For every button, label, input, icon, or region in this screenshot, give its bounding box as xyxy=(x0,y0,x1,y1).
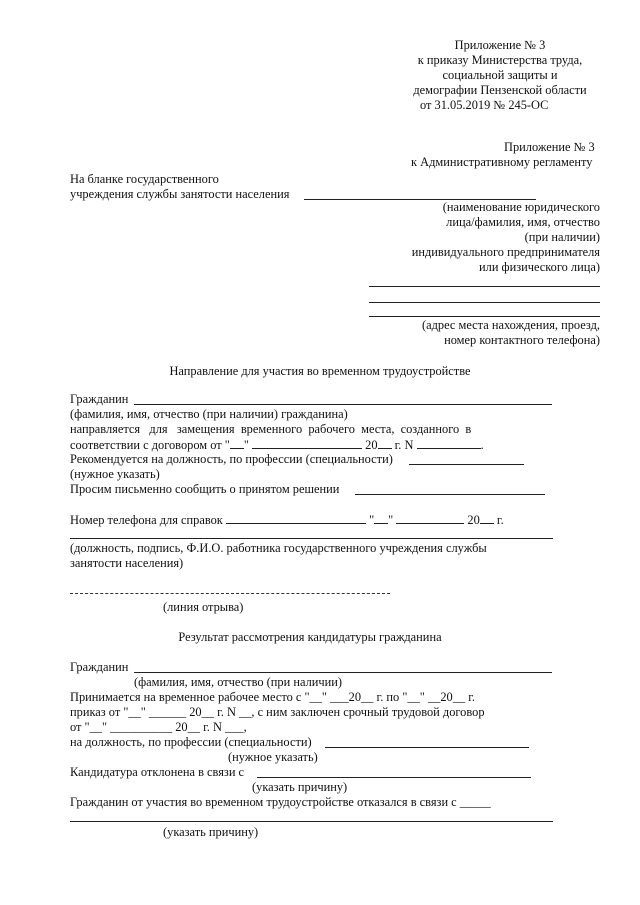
ask-inform-text: Просим письменно сообщить о принятом решении xyxy=(70,482,340,496)
contract-year: 20 xyxy=(365,438,378,452)
contract-number-label: г. N xyxy=(394,438,414,452)
reject-reason-line xyxy=(257,777,531,778)
phone-label: Номер телефона для справок xyxy=(70,513,223,527)
tear-line-label: (линия отрыва) xyxy=(163,600,244,614)
citizen-name-line xyxy=(134,672,552,673)
phone-quote: " xyxy=(388,513,394,527)
order-header-line: к приказу Министерства труда, xyxy=(417,53,583,67)
rejected-text: Кандидатура отклонена в связи с xyxy=(70,765,245,779)
signature-hint: (должность, подпись, Ф.И.О. работника государственного учреждения службы xyxy=(70,541,487,555)
decision-line xyxy=(355,494,545,495)
order-header-line: от 31.05.2019 № 245-ОС xyxy=(420,98,549,112)
tear-line xyxy=(70,593,390,594)
signature-hint: занятости населения) xyxy=(70,556,184,570)
reason-hint: (указать причину) xyxy=(252,780,348,794)
position-text: на должность, по профессии (специальности) xyxy=(70,735,312,749)
regulation-header-line: к Административному регламенту xyxy=(411,155,593,169)
address-line xyxy=(369,316,600,317)
refused-text: Гражданин от участия во временном трудоустройстве отказался в связи с _____ xyxy=(70,795,491,809)
from-text: от "__" __________ 20__ г. N ___, xyxy=(70,720,247,734)
phone-year: 20 xyxy=(467,513,480,527)
regulation-header-line: Приложение № 3 xyxy=(504,140,595,154)
recipient-hint-line: (наименование юридического xyxy=(442,200,600,214)
phone-blank xyxy=(226,512,366,524)
contract-quote: " xyxy=(243,438,249,452)
contract-day-blank xyxy=(230,437,244,449)
order-header-line: Приложение № 3 xyxy=(454,38,546,52)
citizen-name-line xyxy=(134,404,552,405)
position-line xyxy=(325,747,529,748)
order-header-line: демографии Пензенской области xyxy=(413,83,587,97)
phone-year-blank xyxy=(480,512,494,524)
refuse-reason-line xyxy=(70,821,553,822)
directed-text: направляется для замещения временного рабочего места, созданного в xyxy=(70,422,472,436)
citizen-label: Гражданин xyxy=(70,392,129,406)
needed-hint: (нужное указать) xyxy=(228,750,318,764)
order-text: приказ от "__" ______ 20__ г. N __, с ним заключен срочный трудовой договор xyxy=(70,705,485,719)
recipient-hint-line: индивидуального предпринимателя xyxy=(411,245,600,259)
address-line xyxy=(369,302,600,303)
contract-month-blank xyxy=(252,437,362,449)
contract-number-blank xyxy=(417,437,481,449)
recommended-text: Рекомендуется на должность, по профессии (специальности) xyxy=(70,452,393,466)
contract-text: соответствии с договором от " xyxy=(70,438,230,452)
phone-day-blank xyxy=(374,512,388,524)
reason-hint: (указать причину) xyxy=(163,825,259,839)
sender-line: учреждения службы занятости населения xyxy=(70,187,290,201)
recipient-hint-line: или физического лица) xyxy=(479,260,600,274)
address-line xyxy=(369,286,600,287)
phone-g: г. xyxy=(496,513,504,527)
document-title: Направление для участия во временном трудоустройстве xyxy=(169,364,471,378)
contract-line xyxy=(70,437,484,453)
address-hint-line: (адрес места нахождения, проезд, xyxy=(421,318,600,332)
result-title: Результат рассмотрения кандидатуры гражданина xyxy=(178,630,442,644)
contract-period: . xyxy=(480,438,484,452)
signature-line xyxy=(70,538,553,539)
citizen-hint: (фамилия, имя, отчество (при наличии) xyxy=(134,675,343,689)
contract-year-blank xyxy=(378,437,392,449)
order-header-line: социальной защиты и xyxy=(442,68,558,82)
accepted-text: Принимается на временное рабочее место с "__" ___20__ г. по "__" __20__ г. xyxy=(70,690,475,704)
needed-hint: (нужное указать) xyxy=(70,467,160,481)
address-hint-line: номер контактного телефона) xyxy=(444,333,600,347)
phone-row xyxy=(70,512,504,528)
recipient-hint-line: лица/фамилия, имя, отчество xyxy=(446,215,600,229)
recipient-hint-line: (при наличии) xyxy=(524,230,600,244)
citizen-label: Гражданин xyxy=(70,660,129,674)
phone-month-blank xyxy=(396,512,464,524)
profession-line xyxy=(409,464,524,465)
phone-quote: " xyxy=(369,513,375,527)
citizen-hint: (фамилия, имя, отчество (при наличии) гражданина) xyxy=(70,407,348,421)
sender-line: На бланке государственного xyxy=(70,172,219,186)
